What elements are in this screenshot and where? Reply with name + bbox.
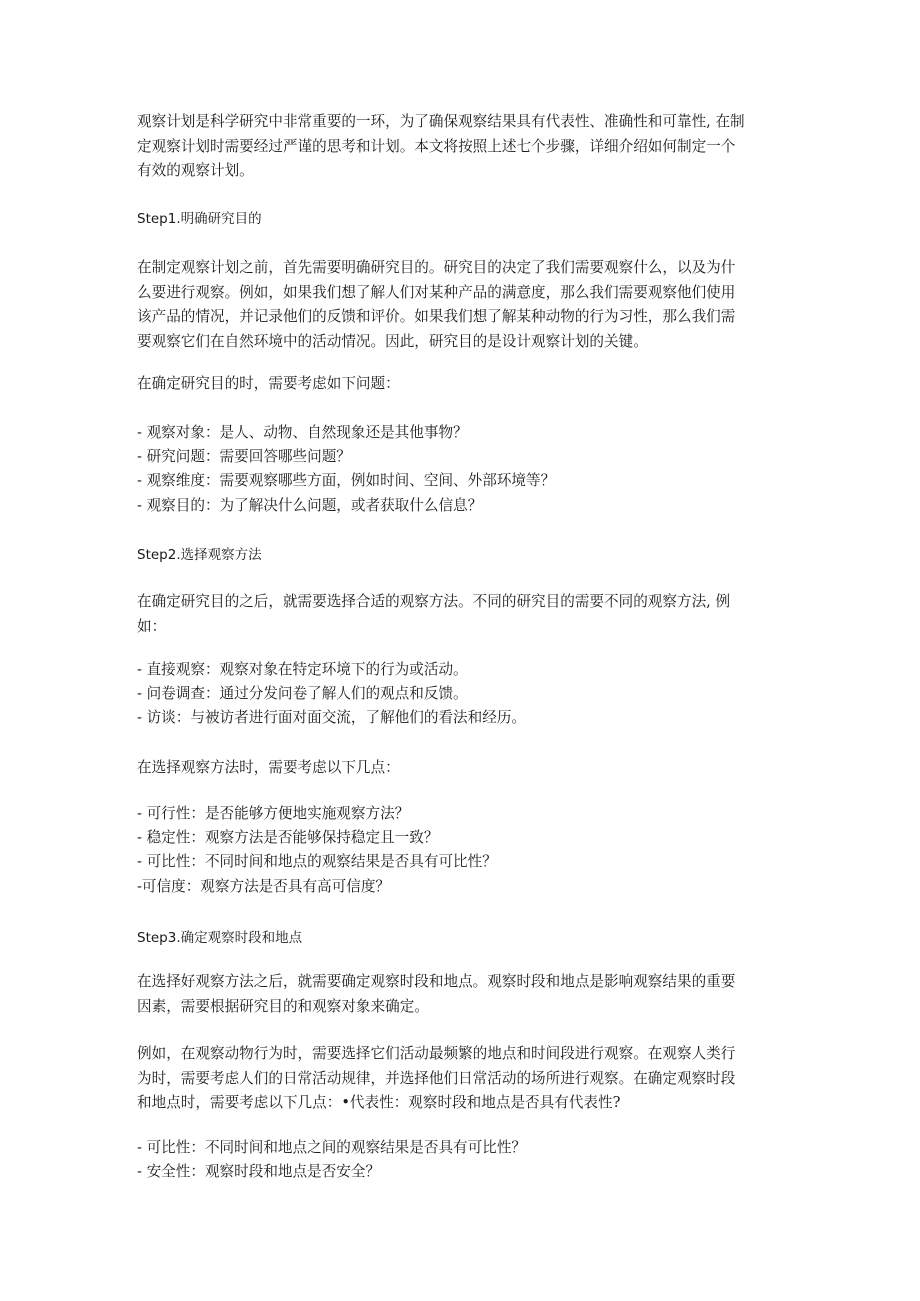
step3-list (137, 1136, 787, 1184)
step3-heading: Step3.确定观察时段和地点 (137, 930, 303, 946)
text-line: 在选择好观察方法之后，就需要确定观察时段和地点。观察时段和地点是影响观察结果的重要 (137, 973, 736, 990)
text-line: 该产品的情况，并记录他们的反馈和评价。如果我们想了解某种动物的行为习性，那么我们需 (137, 308, 736, 325)
list-item: - 观察对象：是人、动物、自然现象还是其他事物？ (137, 424, 468, 441)
text-line: 例如，在观察动物行为时，需要选择它们活动最频繁的地点和时间段进行观察。在观察人类行 (137, 1045, 736, 1062)
text-line: 在确定研究目的时，需要考虑如下问题： (137, 375, 400, 392)
step2-lead (137, 756, 787, 781)
text-line: 要观察它们在自然环境中的活动情况。因此，研究目的是设计观察计划的关键。 (137, 332, 648, 350)
list-item: - 观察维度：需要观察哪些方面，例如时间、空间、外部环境等？ (137, 472, 556, 490)
step2-paragraph (137, 590, 787, 639)
step2-methods-list (137, 658, 787, 731)
text-line: 如： (137, 617, 167, 635)
step1-list (137, 421, 787, 518)
list-item: - 可行性：是否能够方便地实施观察方法？ (137, 805, 410, 822)
text-line: 观察计划是科学研究中非常重要的一环，为了确保观察结果具有代表性、准确性和可靠性, 在制 (137, 113, 745, 130)
step2-heading: Step2.选择观察方法 (137, 547, 262, 563)
list-item: - 观察目的：为了解决什么问题，或者获取什么信息？ (137, 496, 483, 514)
list-item: - 可比性：不同时间和地点的观察结果是否具有可比性？ (137, 853, 497, 871)
list-item: - 稳定性：观察方法是否能够保持稳定且一致？ (137, 829, 439, 847)
step3-paragraph (137, 970, 787, 1019)
step2-list (137, 802, 787, 899)
list-item: - 可比性：不同时间和地点之间的观察结果是否具有可比性？ (137, 1139, 527, 1156)
text-line: 在制定观察计划之前，首先需要明确研究目的。研究目的决定了我们需要观察什么，以及为什 (137, 259, 736, 276)
step1-paragraph (137, 256, 787, 354)
list-item: - 访谈：与被访者进行面对面交流，了解他们的看法和经历。 (137, 709, 527, 727)
step1-heading: Step1.明确研究目的 (137, 211, 262, 227)
intro-paragraph (137, 110, 787, 184)
text-line: 在确定研究目的之后，就需要选择合适的观察方法。不同的研究目的需要不同的观察方法, 例 (137, 593, 731, 610)
text-line: 定观察计划时需要经过严谨的思考和计划。本文将按照上述七个步骤，详细介绍如何制定一个 (137, 137, 736, 155)
text-line: 有效的观察计划。 (137, 162, 254, 179)
text-line: 在选择观察方法时，需要考虑以下几点： (137, 759, 400, 776)
text-line: 么要进行观察。例如，如果我们想了解人们对某种产品的满意度，那么我们需要观察他们使用 (137, 283, 736, 301)
step1-lead (137, 372, 787, 397)
list-item: -可信度：观察方法是否具有高可信度？ (137, 877, 391, 895)
text-line: 和地点时，需要考虑以下几点：•代表性：观察时段和地点是否具有代表性? (137, 1094, 621, 1111)
list-item: - 问卷调查：通过分发问卷了解人们的观点和反馈。 (137, 685, 468, 703)
text-line: 为时，需要考虑人们的日常活动规律，并选择他们日常活动的场所进行观察。在确定观察时段 (137, 1069, 736, 1087)
list-item: - 安全性：观察时段和地点是否安全？ (137, 1163, 381, 1181)
text-line: 因素，需要根据研究目的和观察对象来确定。 (137, 997, 429, 1015)
list-item: - 直接观察：观察对象在特定环境下的行为或活动。 (137, 661, 468, 678)
list-item: - 研究问题：需要回答哪些问题？ (137, 448, 351, 466)
step3-paragraph-2 (137, 1042, 787, 1116)
